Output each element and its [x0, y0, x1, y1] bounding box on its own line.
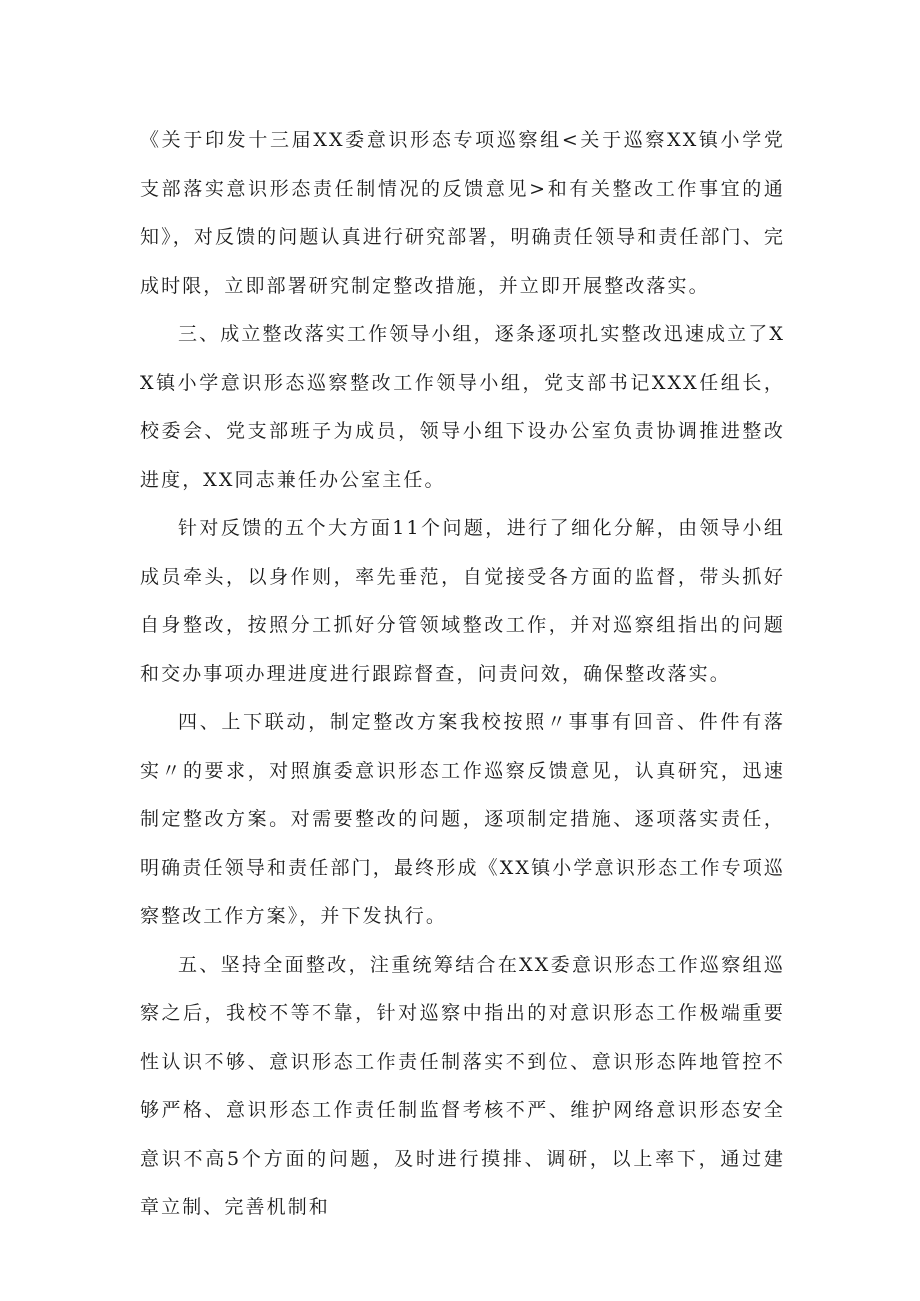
paragraph-section-three: 三、成立整改落实工作领导小组，逐条逐项扎实整改迅速成立了XX镇小学意识形态巡察整改工作领导小组，党支部书记XXX任组长，校委会、党支部班子为成员，领导小组下设办公室负责协调推进整改进度，XX同志兼任办公室主任。	[140, 323, 785, 491]
paragraph-notice-continuation: 《关于印发十三届XX委意识形态专项巡察组<关于巡察XX镇小学党支部落实意识形态责任制情况的反馈意见>和有关整改工作事宜的通知》，对反馈的问题认真进行研究部署，明确责任领导和责任部门、完成时限，立即部署研究制定整改措施，并立即开展整改落实。	[140, 129, 785, 297]
paragraph-section-five: 五、坚持全面整改，注重统筹结合在XX委意识形态工作巡察组巡察之后，我校不等不靠，针对巡察中指出的对意识形态工作极端重要性认识不够、意识形态工作责任制落实不到位、意识形态阵地管控不够严格、意识形态工作责任制监督考核不严、维护网络意识形态安全意识不高5个方面的问题，及时进行摸排、调研，以上率下，通过建章立制、完善机制和	[140, 953, 785, 1218]
paragraph-issue-breakdown: 针对反馈的五个大方面11个问题，进行了细化分解，由领导小组成员牵头，以身作则，率先垂范，自觉接受各方面的监督，带头抓好自身整改，按照分工抓好分管领域整改工作，并对巡察组指出的问题和交办事项办理进度进行跟踪督查，问责问效，确保整改落实。	[140, 517, 785, 685]
document-body	[140, 116, 785, 1232]
paragraph-section-four: 四、上下联动，制定整改方案我校按照〃事事有回音、件件有落实〃的要求，对照旗委意识形态工作巡察反馈意见，认真研究，迅速制定整改方案。对需要整改的问题，逐项制定措施、逐项落实责任，明确责任领导和责任部门，最终形成《XX镇小学意识形态工作专项巡察整改工作方案》，并下发执行。	[140, 711, 785, 927]
